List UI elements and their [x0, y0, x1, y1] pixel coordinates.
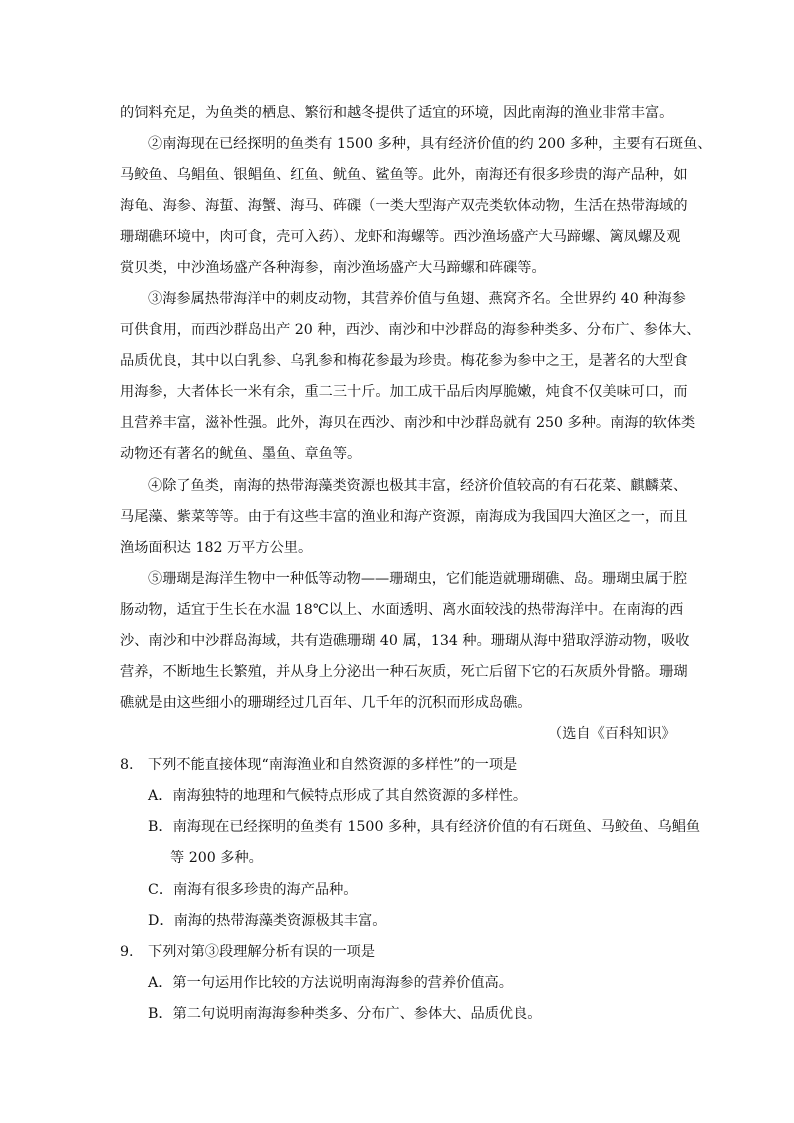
paragraph-line: ②南海现在已经探明的鱼类有 1500 多种，具有经济价值的约 200 多种，主要有石斑鱼、: [148, 136, 712, 152]
option-a: A．南海独特的地理和气候特点形成了其自然资源的多样性。: [148, 788, 528, 804]
question-stem: 下列不能直接体现“南海渔业和自然资源的多样性”的一项是: [148, 757, 518, 773]
paragraph-line: 品质优良，其中以白乳参、乌乳参和梅花参最为珍贵。梅花参为参中之王，是著名的大型食: [120, 353, 688, 369]
paragraph-line: 可供食用，而西沙群岛出产 20 种，西沙、南沙和中沙群岛的海参种类多、分布广、参体大、: [120, 322, 701, 338]
paragraph-line: 海龟、海参、海蜇、海蟹、海马、砗磲（一类大型海产双壳类软体动物，生活在热带海域的: [120, 198, 688, 214]
paragraph-line: 且营养丰富，滋补性强。此外，海贝在西沙、南沙和中沙群岛就有 250 多种。南海的软体类: [120, 415, 696, 431]
paragraph-line: 珊瑚礁环境中，肉可食，壳可入药）、龙虾和海螺等。西沙渔场盛产大马蹄螺、篱凤螺及观: [120, 229, 681, 245]
paragraph-line: 肠动物，适宜于生长在水温 18℃以上、水面透明、离水面较浅的热带海洋中。在南海的西: [120, 602, 684, 618]
source-citation: （选自《百科知识》: [548, 726, 676, 742]
question-stem: 下列对第③段理解分析有误的一项是: [148, 944, 376, 960]
option-b-continuation: 等 200 多种。: [170, 850, 263, 866]
paragraph-line: 用海参，大者体长一米有余，重二三十斤。加工成干品后肉厚脆嫩，炖食不仅美味可口，而: [120, 384, 688, 400]
option-c: C．南海有很多珍贵的海产品种。: [148, 882, 358, 898]
paragraph-line: 动物还有著名的鱿鱼、墨鱼、章鱼等。: [120, 446, 362, 462]
option-b: B．第二句说明南海海参种类多、分布广、参体大、品质优良。: [148, 1006, 542, 1022]
paragraph-line: ④除了鱼类，南海的热带海藻类资源也极其丰富，经济价值较高的有石花菜、麒麟菜、: [148, 478, 688, 494]
option-d: D．南海的热带海藻类资源极其丰富。: [148, 913, 387, 929]
question-number: 8.: [120, 757, 134, 773]
paragraph-line: 马鲛鱼、乌鲳鱼、银鲳鱼、红鱼、鱿鱼、鲨鱼等。此外，南海还有很多珍贵的海产品种，如: [120, 167, 688, 183]
paragraph-line: ③海参属热带海洋中的刺皮动物，其营养价值与鱼翅、燕窝齐名。全世界约 40 种海参: [148, 291, 686, 307]
paragraph-line: 赏贝类，中沙渔场盛产各种海参，南沙渔场盛产大马蹄螺和砗磲等。: [120, 260, 546, 276]
paragraph-line: 渔场面积达 182 万平方公里。: [120, 540, 313, 556]
option-a: A．第一句运用作比较的方法说明南海海参的营养价值高。: [148, 975, 513, 991]
option-b: B．南海现在已经探明的鱼类有 1500 多种，具有经济价值的有石斑鱼、马鲛鱼、乌鲳鱼: [148, 819, 701, 835]
paragraph-line: ⑤珊瑚是海洋生物中一种低等动物——珊瑚虫，它们能造就珊瑚礁、岛。珊瑚虫属于腔: [148, 571, 688, 587]
question-number: 9.: [120, 944, 134, 960]
paragraph-line: 马尾藻、紫菜等等。由于有这些丰富的渔业和海产资源，南海成为我国四大渔区之一，而且: [120, 509, 688, 525]
paragraph-line: 礁就是由这些细小的珊瑚经过几百年、几千年的沉积而形成岛礁。: [120, 695, 532, 711]
paragraph-line: 沙、南沙和中沙群岛海域，共有造礁珊瑚 40 属，134 种。珊瑚从海中猎取浮游动物，吸收: [120, 633, 690, 649]
paragraph-line: 营养，不断地生长繁殖，并从身上分泌出一种石灰质，死亡后留下它的石灰质外骨骼。珊瑚: [120, 664, 688, 680]
paragraph-1-ending: 的饲料充足，为鱼类的栖息、繁衍和越冬提供了适宜的环境，因此南海的渔业非常丰富。: [120, 105, 674, 121]
